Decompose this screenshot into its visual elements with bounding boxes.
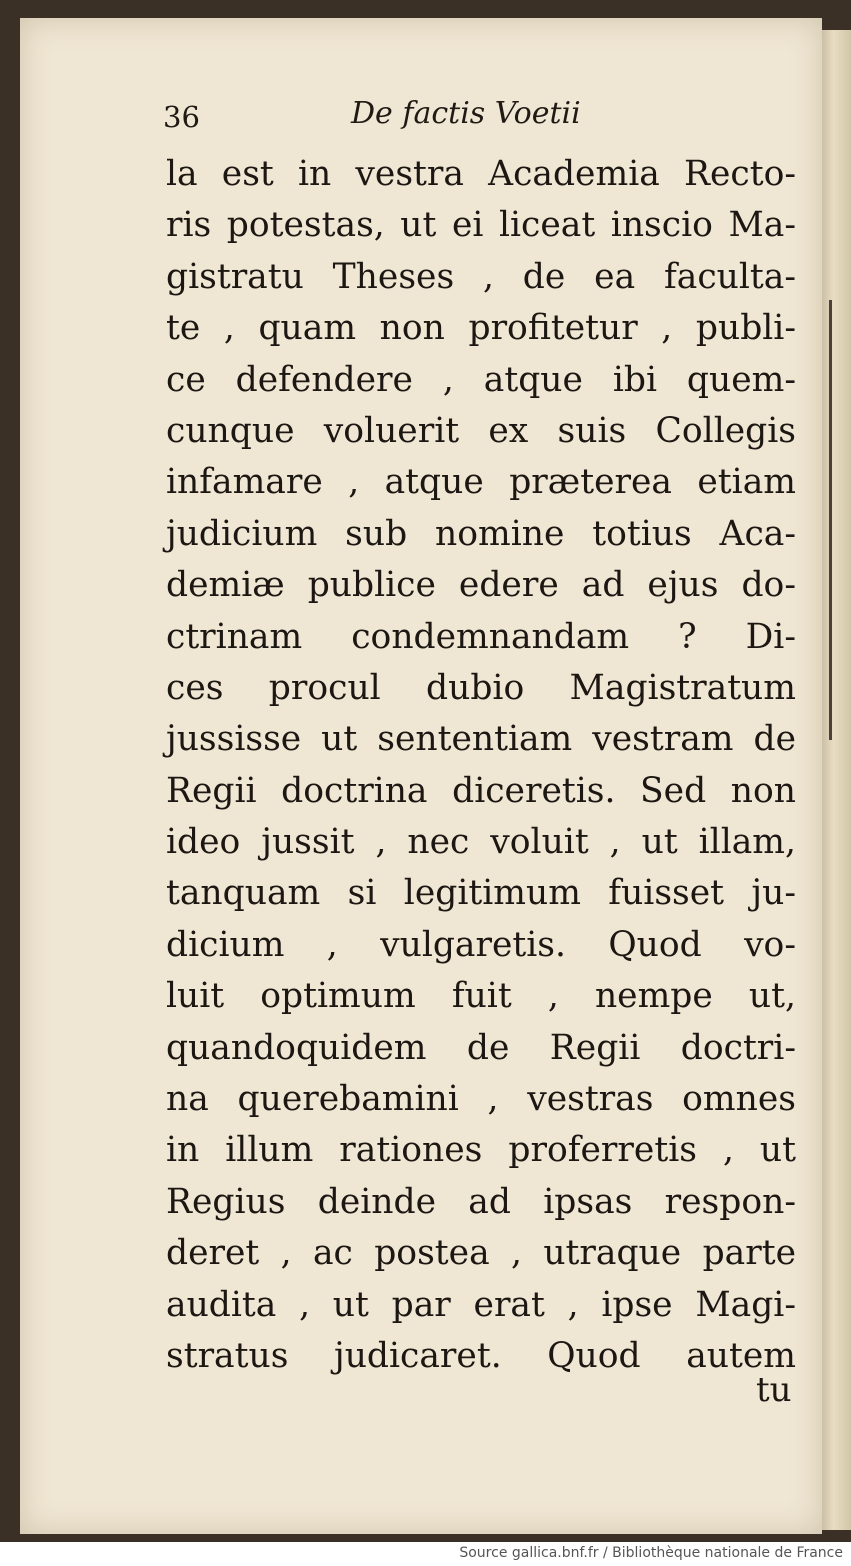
text-line: ce defendere , atque ibi quem- — [166, 359, 796, 400]
text-line: demiæ publice edere ad ejus do- — [166, 565, 796, 606]
text-line: dicium , vulgaretis. Quod vo- — [166, 924, 796, 965]
text-line: quandoquidem de Regii doctri- — [166, 1027, 796, 1068]
text-line: deret , ac postea , utraque parte — [166, 1233, 796, 1274]
page-edge — [822, 30, 851, 1530]
text-line: Regii doctrina diceretis. Sed non — [166, 770, 796, 811]
catchword: tu — [756, 1370, 792, 1410]
source-bar — [0, 1542, 851, 1566]
body-text — [166, 149, 796, 1382]
text-line: ctrinam condemnandam ? Di- — [166, 616, 796, 657]
text-line: jussisse ut sententiam vestram de — [166, 719, 796, 760]
text-line: judicium sub nomine totius Aca- — [166, 513, 796, 554]
text-line: luit optimum fuit , nempe ut, — [166, 976, 796, 1017]
text-line: tanquam si legitimum fuisset ju- — [166, 873, 796, 914]
text-line: Regius deinde ad ipsas respon- — [166, 1181, 796, 1222]
running-title: De factis Voetii — [351, 96, 581, 131]
text-line: ces procul dubio Magistratum — [166, 667, 796, 708]
text-line: gistratu Theses , de ea faculta- — [166, 256, 796, 297]
binding-shadow — [829, 300, 832, 740]
text-line: audita , ut par erat , ipse Magi- — [166, 1284, 796, 1325]
text-line: stratus judicaret. Quod autem — [166, 1335, 796, 1376]
text-line: na querebamini , vestras omnes — [166, 1079, 796, 1120]
source-credit: Source gallica.bnf.fr / Bibliothèque nationale de France — [459, 1545, 843, 1561]
text-line: cunque voluerit ex suis Collegis — [166, 410, 796, 451]
text-line: infamare , atque præterea etiam — [166, 462, 796, 503]
text-line: in illum rationes proferretis , ut — [166, 1130, 796, 1171]
text-line: te , quam non profitetur , publi- — [166, 308, 796, 349]
text-line: ideo jussit , nec voluit , ut illam, — [166, 822, 796, 863]
running-header — [163, 92, 803, 142]
text-line: la est in vestra Academia Recto- — [166, 154, 796, 194]
page-number: 36 — [163, 100, 200, 134]
text-line: ris potestas, ut ei liceat inscio Ma- — [166, 205, 796, 246]
